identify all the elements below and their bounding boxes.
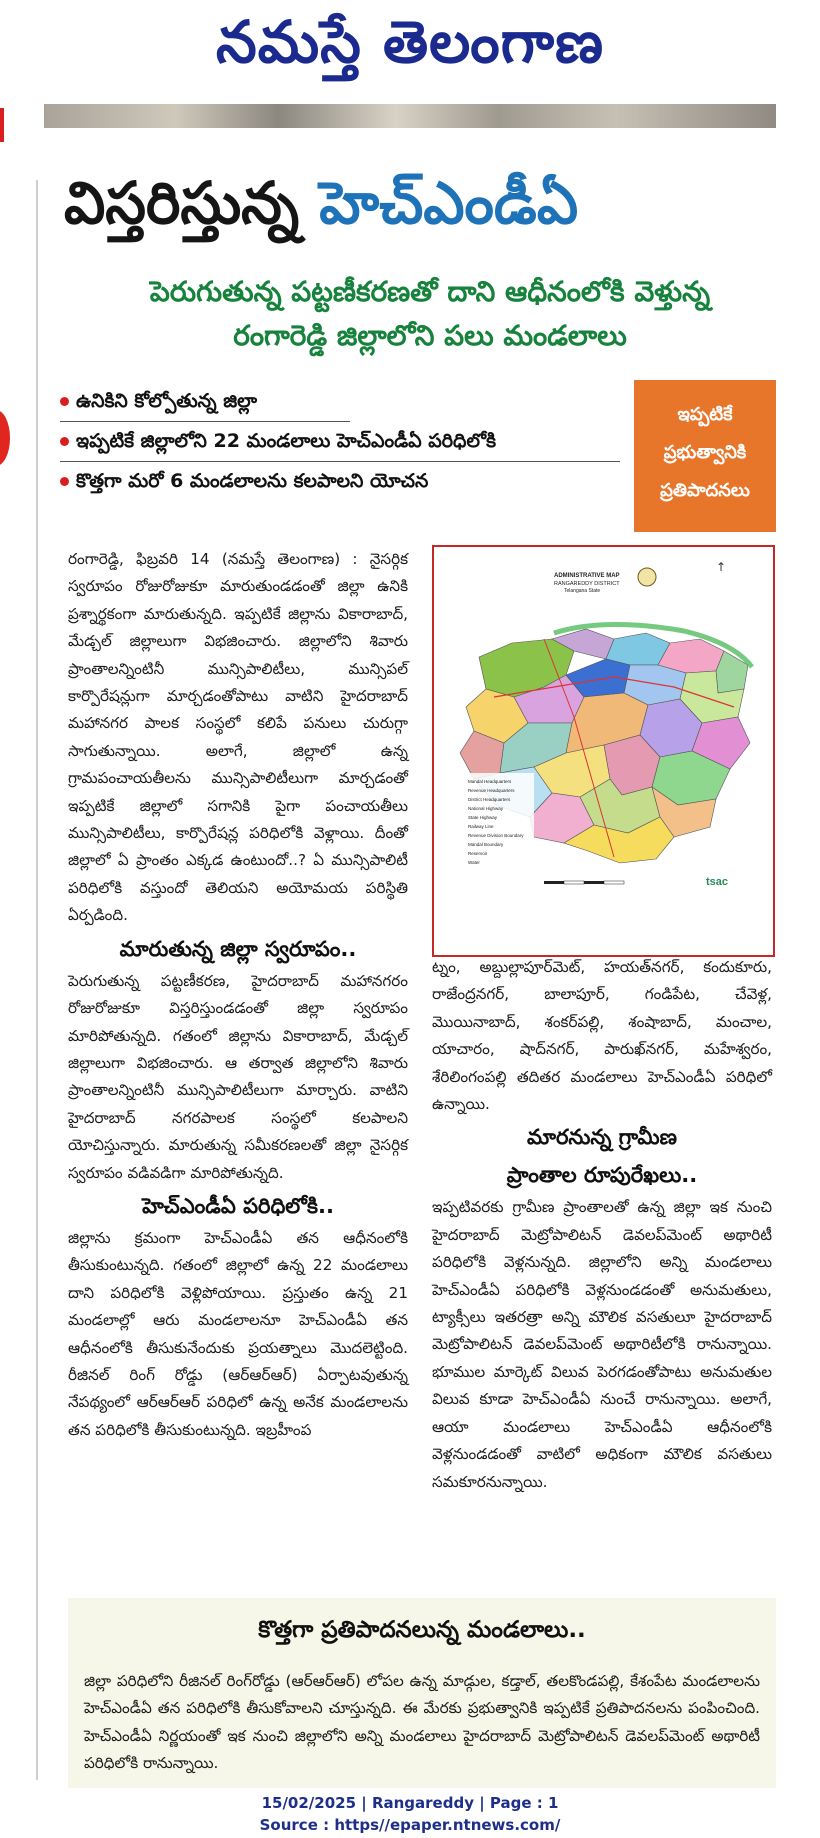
legend-item: District Headquarters: [468, 797, 511, 802]
proposed-mandals-text: జిల్లా పరిధిలోని రీజినల్ రింగ్‌రోడ్డు (ఆర్ఆర్ఆర్) లోపల ఉన్న మాడ్గుల, కడ్తాల్, తలకొండపల్లి, కేశంపేట మండలాలను హెచ్‌ఎండీఏ తన పరిధిలోకి తీసుకోవాలని చూస్తున్నది. ఈ మేరకు ప్రభుత్వానికి ఇప్పటికే ప్రతిపాదనలను పంపించింది. హెచ్‌ఎండీఏ నిర్ణయంతో ఇక నుంచి జిల్లాలోని అన్ని మండలాలు హైదరాబాద్ మెట్రోపాలిటన్ డెవలప్‌మెంట్ అథారిటీ పరిధిలోకి రానున్నాయి.: [84, 1672, 760, 1773]
subheading-district-shape: మారుతున్న జిల్లా స్వరూపం..: [119, 936, 357, 961]
subheading-rural-areas: [432, 1118, 772, 1194]
map-state: Telangana State: [564, 588, 601, 594]
headline: [64, 158, 784, 248]
district-map: [432, 545, 775, 957]
bullet-item: ఇప్పటికే జిల్లాలోని 22 మండలాలు హెచ్‌ఎండీఏ పరిధిలోకి: [60, 422, 620, 462]
page-footer: [0, 1792, 820, 1836]
masthead-title: నమస్తే తెలంగాణ: [216, 8, 604, 76]
map-scale-bar: [544, 881, 624, 884]
highlight-box: [634, 380, 776, 532]
highlight-line: ఇప్పటికే: [677, 404, 733, 425]
headline-part1: విస్తరిస్తున్న: [64, 169, 320, 237]
proposed-mandals-box: [68, 1598, 776, 1788]
legend-item: Water: [468, 860, 480, 865]
left-edge-dot: [0, 410, 10, 466]
legend-item: State Highway: [468, 815, 498, 820]
masthead-photo-strip: [44, 104, 776, 128]
subheadline-line2: రంగారెడ్డి జిల్లాలోని పలు మండలాలు: [233, 319, 627, 352]
subheading-rural-line2: ప్రాంతాల రూపురేఖలు..: [506, 1163, 698, 1188]
legend-item: Mandal Boundary: [468, 842, 504, 847]
bullet-item: కొత్తగా మరో 6 మండలాలను కలపాలని యోచన: [60, 462, 560, 502]
subheadline-line1: పెరుగుతున్న పట్టణీకరణతో దాని ఆధీనంలోకి వెళ్తున్న: [149, 275, 711, 308]
highlight-line: ప్రతిపాదనలు: [660, 480, 750, 501]
bullet-item: ఉనికిని కోల్పోతున్న జిల్లా: [60, 382, 350, 422]
map-legend: [464, 773, 534, 869]
proposed-mandals-title: కొత్తగా ప్రతిపాదనలున్న మండలాలు..: [258, 1617, 586, 1643]
tsac-logo: tsac: [706, 876, 729, 888]
state-emblem-icon: [638, 568, 656, 586]
subheading-hmda-jurisdiction: హెచ్‌ఎండీఏ పరిధిలోకి..: [142, 1193, 334, 1218]
headline-part2: హెచ్‌ఎండీఏ: [319, 169, 579, 237]
district-map-image: [434, 547, 773, 955]
highlight-line: ప్రభుత్వానికి: [663, 442, 747, 463]
subheading-rural-line1: మారనున్న గ్రామీణ: [527, 1125, 677, 1150]
subheadline: [60, 270, 800, 358]
legend-item: Revenue Headquarters: [468, 788, 515, 793]
paragraph-hmda: జిల్లాను క్రమంగా హెచ్‌ఎండీఏ తన ఆధీనంలోకి తీసుకుంటున్నది. గతంలో జిల్లాలో ఉన్న 22 మండలాలు దాని పరిధిలోకి వెళ్లిపోయాయి. ప్రస్తుతం ఉన్న 21 మండలాల్లో ఆరు మండలాలనూ హెచ్‌ఎండీఏ తన ఆధీనంలోకి తీసుకునేందుకు ప్రయత్నాలు మొదలెట్టింది. రీజినల్ రింగ్ రోడ్డు (ఆర్ఆర్ఆర్) ఏర్పాటవుతున్న నేపథ్యంలో ఆర్ఆర్ఆర్ పరిధిలో ఉన్న అనేక మండలాలను తన పరిధిలోకి తీసుకుంటున్నది. ఇబ్రహీంప: [68, 1228, 408, 1439]
left-column-rule: [36, 180, 38, 1780]
paragraph-rural-transform: ఇప్పటివరకు గ్రామీణ ప్రాంతాలతో ఉన్న జిల్లా ఇక నుంచి హైదరాబాద్ మెట్రోపాలిటన్ డెవలప్‌మెంట్ అథారిటీ పరిధిలోకి వెళ్లనున్నది. జిల్లాలోని అన్ని మండలాలు హెచ్‌ఎండీఏ పరిధిలోకి వెళ్లనుండడంతో అనుమతులు, ట్యాక్సీలు ఇతరత్రా అన్ని మౌలిక వసతులూ హైదరాబాద్ మెట్రోపాలిటన్ డెవలప్‌మెంట్ అథారిటీలోకి రానున్నాయి. భూముల మార్కెట్ విలువ పెరగడంతోపాటు అనుమతుల విలువ కూడా హెచ్‌ఎండీఏ నుంచే రానున్నాయి. అలాగే, ఆయా మండలాలు హెచ్‌ఎండీఏ ఆధీనంలోకి వెళ్లనుండడంతో వాటిలో అధికంగా మౌలిక వసతులు సమకూరనున్నాయి.: [432, 1198, 772, 1491]
paragraph-mandals-list: ట్నం, అబ్దుల్లాపూర్‌మెట్, హయత్‌నగర్, కందుకూరు, రాజేంద్రనగర్, బాలాపూర్, గండిపేట, చేవెళ్ల, మొయినాబాద్, శంకర్‌పల్లి, శంషాబాద్, మంచాల, యాచారం, షాద్‌నగర్, పారుఖ్‌నగర్, మహేశ్వరం, శేరిలింగంపల్లి తదితర మండలాలు హెచ్‌ఎండీఏ పరిధిలో ఉన్నాయి.: [432, 958, 772, 1114]
legend-item: National Highway: [468, 806, 504, 811]
left-edge-marker: [0, 108, 4, 142]
intro-paragraph: రంగారెడ్డి, ఫిబ్రవరి 14 (నమస్తే తెలంగాణ) : నైసర్గిక స్వరూపం రోజురోజుకూ మారుతుండడంతో జిల్లా ఉనికి ప్రశ్నార్థకంగా మారుతున్నది. ఇప్పటికే జిల్లాను వికారాబాద్, మేడ్చల్ జిల్లాలుగా విభజించారు. జిల్లాలోని శివారు ప్రాంతాలన్నింటినీ మున్సిపాలిటీలు, మున్సిపల్ కార్పొరేషన్లుగా మార్చడంతోపాటు వాటిని హైదరాబాద్ మహానగర పాలక సంస్థలో కలిపే పనులు చురుగ్గా సాగుతున్నాయి. అలాగే, జిల్లాలో ఉన్న గ్రామపంచాయతీలను మున్సిపాలిటీలుగా మార్చడంతో ఇప్పటికే జిల్లాలో సగానికి పైగా పంచాయతీలు మున్సిపాలిటీలు, కార్పొరేషన్ల పరిధిలోకి వెళ్లాయి. దీంతో జిల్లాలో ఏ ప్రాంతం ఎక్కడ ఉంటుందో..? ఏ మున్సిపాలిటీ పరిధిలోకి వస్తుందో తెలియని అయోమయ పరిస్థితి ఏర్పడింది.: [68, 550, 408, 925]
bullet-list: [60, 382, 630, 502]
footer-source: Source : https//epaper.ntnews.com/: [259, 1816, 561, 1834]
map-subtitle: RANGAREDDY DISTRICT: [554, 581, 620, 587]
legend-item: Mandal Headquarters: [468, 779, 512, 784]
right-column: [432, 954, 772, 1496]
legend-item: Revenue Division Boundary: [468, 833, 524, 838]
map-title: ADMINISTRATIVE MAP: [554, 573, 620, 579]
legend-item: Railway Line: [468, 824, 494, 829]
left-column: [68, 546, 408, 1444]
north-arrow-icon: ↑: [716, 560, 727, 574]
legend-item: Reservoir: [468, 851, 488, 856]
footer-date-edition: 15/02/2025 | Rangareddy | Page : 1: [261, 1794, 559, 1812]
paragraph-urbanization: పెరుగుతున్న పట్టణీకరణ, హైదరాబాద్ మహానగరం రోజురోజుకూ విస్తరిస్తుండడంతో జిల్లా స్వరూపం మారిపోతున్నది. గతంలో జిల్లాను వికారాబాద్, మేడ్చల్ జిల్లాలుగా విభజించారు. ఆ తర్వాత జిల్లాలోని శివారు ప్రాంతాలన్నింటినీ మున్సిపాలిటీలుగా మార్చారు. వాటిని హైదరాబాద్ నగరపాలక సంస్థలో కలపాలని యోచిస్తున్నారు. మారుతున్న సమీకరణలతో జిల్లా నైసర్గిక స్వరూపం వడివడిగా మారిపోతున్నది.: [68, 971, 408, 1182]
masthead: [0, 0, 820, 96]
